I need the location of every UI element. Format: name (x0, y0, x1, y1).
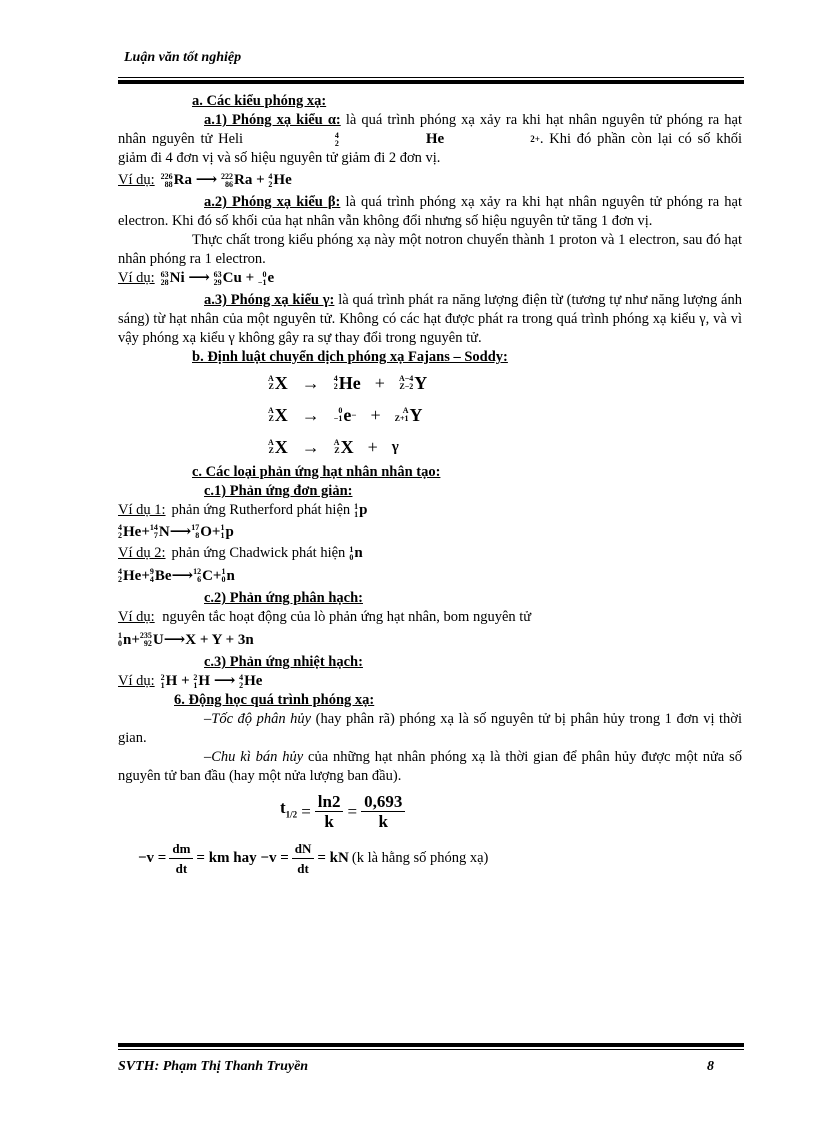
example-c2: Ví dụ: nguyên tắc hoạt động của lò phản ứng hạt nhân, bom nguyên tử (118, 609, 532, 626)
c1-heading: c.1) Phản ứng đơn giản: (204, 483, 353, 500)
paragraph-half-life: –Chu kì bán hủy của những hạt nhân phóng xạ là thời gian để phân hủy được một nửa số nguyên tử ban đầu (hay một nửa lượng ban đầu). (118, 749, 742, 785)
example-1: Ví dụ 1: phản ứng Rutherford phát hiện 1 1 p (118, 501, 368, 519)
neutron-symbol: 1 0 n (349, 544, 363, 562)
equation-half-life: $t_{1/2}$ = $\frac{\ln 2}{k}$ = $\frac{0,693}{k}$ (118, 786, 742, 836)
equation-chadwick: 4 2 He + 9 4 Be ⟶ 12 6 C + 1 0 n (118, 567, 235, 585)
c2-heading: c.2) Phản ứng phân hạch: (204, 590, 363, 607)
paragraph-a2-detail: Thực chất trong kiểu phóng xạ này một notron chuyển thành 1 proton và 1 electron, sau đó hạt nhân phóng ra 1 electron. (118, 232, 742, 268)
proton-symbol: 1 1 p (354, 501, 368, 519)
section-6-heading: 6. Động học quá trình phóng xạ: (174, 692, 375, 709)
fajans-rule-beta: A Z X → 0 −1 e − + A Z+1 Y (268, 404, 423, 425)
document-body (118, 92, 742, 880)
fajans-rule-gamma: A Z X → A Z X + γ (268, 436, 399, 457)
example-label: Ví dụ: (118, 172, 155, 189)
equation-fission: 1 0 n + 235 92 U ⟶ X + Y + 3n (118, 631, 254, 649)
fajans-rule-alpha: A Z X → 4 2 He + A−4 Z−2 Y (268, 372, 428, 393)
equation-ra226: 226 88 Ra ⟶ 222 86 Ra + 4 2 He (160, 171, 292, 189)
section-c-heading: c. Các loại phản ứng hạt nhân nhân tạo: (192, 464, 441, 481)
example-c3: Ví dụ: 2 1 H + 2 1 H ⟶ 4 2 He (118, 672, 263, 690)
equation-ni63: 63 28 Ni ⟶ 63 29 Cu + 0 −1 e (160, 269, 275, 287)
footer-rule-thin (118, 1049, 744, 1050)
example-a2: Ví dụ: 63 28 Ni ⟶ 63 29 Cu + 0 −1 e (118, 269, 275, 287)
a3-label: a.3) Phóng xạ kiểu γ: (204, 292, 335, 309)
example-a1 (118, 171, 742, 190)
paragraph-decay-rate: –Tốc độ phân hủy (hay phân rã) phóng xạ là số nguyên tử bị phân hủy trong 1 đơn vị thời gian. (118, 711, 742, 747)
equation-rutherford: 4 2 He + 14 7 N ⟶ 17 8 O + 1 1 p (118, 523, 234, 541)
page-header-title: Luận văn tốt nghiệp (124, 50, 242, 65)
example-2: Ví dụ 2: phản ứng Chadwick phát hiện 1 0 n (118, 544, 363, 562)
section-b-heading: b. Định luật chuyển dịch phóng xạ Fajans – Soddy: (192, 349, 508, 366)
paragraph-a1: a.1) Phóng xạ kiểu α: là quá trình phóng xạ xảy ra khi hạt nhân nguyên tử phóng ra hạt nhân nguyên tử Heli 4 2 He 2+ . Khi đó phần còn lại có số khối giảm đi 4 đơn vị và số hiệu nguyên tử giảm đi 2 đơn vị. (118, 112, 743, 167)
footer-author: SVTH: Phạm Thị Thanh Truyền (118, 1059, 309, 1074)
a2-label: a.2) Phóng xạ kiểu β: (204, 194, 341, 211)
c3-heading: c.3) Phản ứng nhiệt hạch: (204, 654, 363, 671)
footer-rule-thick (118, 1043, 744, 1047)
header-rule-thin (118, 77, 744, 78)
header-rule-thick (118, 80, 744, 84)
equation-rate-law: −v = $\frac{dm}{dt}$ = km hay −v = $\frac{dN}{dt}$ = kN (k là hằng số phóng xạ) (138, 840, 489, 876)
paragraph-a2: a.2) Phóng xạ kiểu β: là quá trình phóng xạ xảy ra khi hạt nhân nguyên tử phóng ra hạt electron. Khi đó số khối của hạt nhân vẫn không đổi nhưng số hiệu nguyên tử tăng 1 đơn vị. (118, 194, 743, 230)
section-a-heading: a. Các kiểu phóng xạ: (192, 93, 327, 109)
page-number: 8 (707, 1059, 714, 1074)
a1-label: a.1) Phóng xạ kiểu α: (204, 112, 341, 128)
helium-nucleus: 4 2 He 2+ (334, 130, 540, 148)
paragraph-a3: a.3) Phóng xạ kiểu γ: là quá trình phát ra năng lượng điện từ (tương tự như năng lượng ánh sáng) từ hạt nhân của một nguyên tử. Không có các hạt được phát ra trong quá trình phóng xạ kiểu γ, và vì vậy phóng xạ kiểu γ không gây ra sự thay đổi trong nguyên tử. (118, 292, 742, 347)
equation-fusion: 2 1 H + 2 1 H ⟶ 4 2 He (160, 672, 263, 690)
